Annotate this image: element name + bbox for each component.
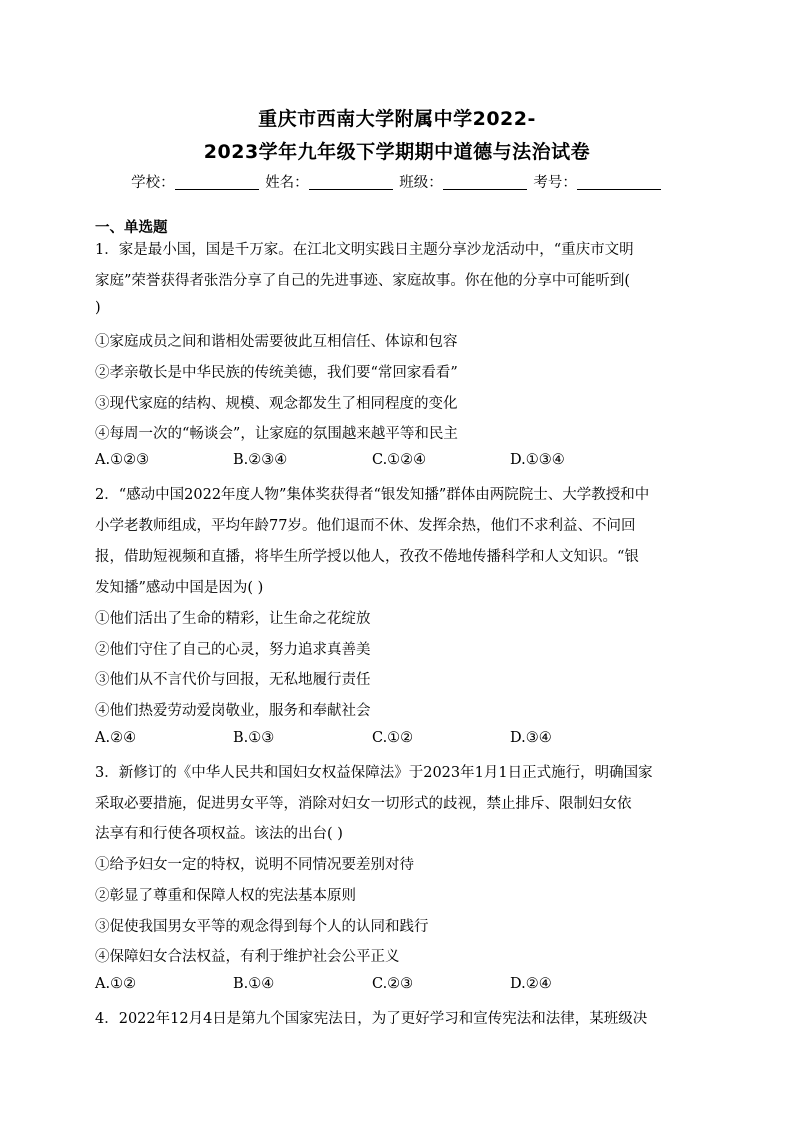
q1-option-a[interactable]: A.①②③ bbox=[95, 452, 150, 468]
school-blank[interactable] bbox=[175, 175, 259, 190]
class-label: 班级： bbox=[399, 175, 443, 191]
section-title: 一、单选题 bbox=[95, 220, 168, 236]
q3-option-b[interactable]: B.①④ bbox=[233, 976, 275, 992]
q1-stem-line: 家庭”荣誉获得者张浩分享了自己的先进事迹、家庭故事。你在他的分享中可能听到( bbox=[95, 273, 631, 289]
q2-stem-line: 发知播”感动中国是因为( ) bbox=[95, 580, 264, 596]
q2-option-a[interactable]: A.②④ bbox=[95, 730, 137, 746]
q3-statement: ④保障妇女合法权益，有利于维护社会公平正义 bbox=[95, 949, 400, 965]
q2-statement: ①他们活出了生命的精彩，让生命之花绽放 bbox=[95, 611, 371, 627]
q2-options bbox=[95, 730, 695, 750]
q2-statement: ②他们守住了自己的心灵，努力追求真善美 bbox=[95, 642, 371, 658]
q2-stem-line: 小学老教师组成，平均年龄77岁。他们退而不休、发挥余热，他们不求利益、不问回 bbox=[95, 518, 636, 534]
school-label: 学校： bbox=[131, 175, 175, 191]
name-label: 姓名： bbox=[265, 175, 309, 191]
number-label: 考号： bbox=[533, 175, 577, 191]
name-blank[interactable] bbox=[309, 175, 393, 190]
q2-option-c[interactable]: C.①② bbox=[372, 730, 414, 746]
q3-statement: ②彰显了尊重和保障人权的宪法基本原则 bbox=[95, 888, 356, 904]
q1-statement: ③现代家庭的结构、规模、观念都发生了相同程度的变化 bbox=[95, 396, 458, 412]
q1-stem-line: ) bbox=[95, 300, 101, 316]
q3-option-a[interactable]: A.①② bbox=[95, 976, 137, 992]
exam-title-line2: 2023学年九年级下学期期中道德与法治试卷 bbox=[203, 141, 591, 163]
q2-option-d[interactable]: D.③④ bbox=[510, 730, 552, 746]
q1-statement: ①家庭成员之间和谐相处需要彼此互相信任、体谅和包容 bbox=[95, 334, 458, 350]
q1-statement: ②孝亲敬长是中华民族的传统美德，我们要“常回家看看” bbox=[95, 365, 458, 381]
q3-option-d[interactable]: D.②④ bbox=[510, 976, 552, 992]
q1-option-c[interactable]: C.①②④ bbox=[372, 452, 427, 468]
q3-stem-line: 法享有和行使各项权益。该法的出台( ) bbox=[95, 826, 343, 842]
q2-option-b[interactable]: B.①③ bbox=[233, 730, 275, 746]
q3-options bbox=[95, 976, 695, 996]
q3-stem-line: 采取必要措施，促进男女平等，消除对妇女一切形式的歧视，禁止排斥、限制妇女依 bbox=[95, 796, 632, 812]
q3-statement: ①给予妇女一定的特权，说明不同情况要差别对待 bbox=[95, 857, 414, 873]
q3-statement: ③促使我国男女平等的观念得到每个人的认同和践行 bbox=[95, 919, 429, 935]
q1-option-b[interactable]: B.②③④ bbox=[233, 452, 288, 468]
q1-stem-line: 1．家是最小国，国是千万家。在江北文明实践日主题分享沙龙活动中，“重庆市文明 bbox=[95, 242, 634, 258]
q4-stem-line: 4．2022年12月4日是第九个国家宪法日，为了更好学习和宣传宪法和法律，某班级决 bbox=[95, 1011, 648, 1027]
q3-stem-line: 3．新修订的《中华人民共和国妇女权益保障法》于2023年1月1日正式施行，明确国家 bbox=[95, 765, 653, 781]
q3-option-c[interactable]: C.②③ bbox=[372, 976, 414, 992]
q2-stem-line: 2．“感动中国2022年度人物”集体奖获得者“银发知播”群体由两院院士、大学教授和中 bbox=[95, 487, 650, 503]
number-blank[interactable] bbox=[577, 175, 661, 190]
q1-options bbox=[95, 452, 695, 472]
q1-statement: ④每周一次的“畅谈会”，让家庭的氛围越来越平等和民主 bbox=[95, 426, 458, 442]
class-blank[interactable] bbox=[443, 175, 527, 190]
q2-statement: ③他们从不言代价与回报，无私地履行责任 bbox=[95, 672, 371, 688]
q2-stem-line: 报，借助短视频和直播，将毕生所学授以他人，孜孜不倦地传播科学和人文知识。“银 bbox=[95, 549, 639, 565]
q2-statement: ④他们热爱劳动爱岗敬业，服务和奉献社会 bbox=[95, 703, 371, 719]
exam-title-line1: 重庆市西南大学附属中学2022- bbox=[258, 108, 536, 130]
student-info-fields bbox=[0, 171, 794, 192]
q1-option-d[interactable]: D.①③④ bbox=[510, 452, 565, 468]
